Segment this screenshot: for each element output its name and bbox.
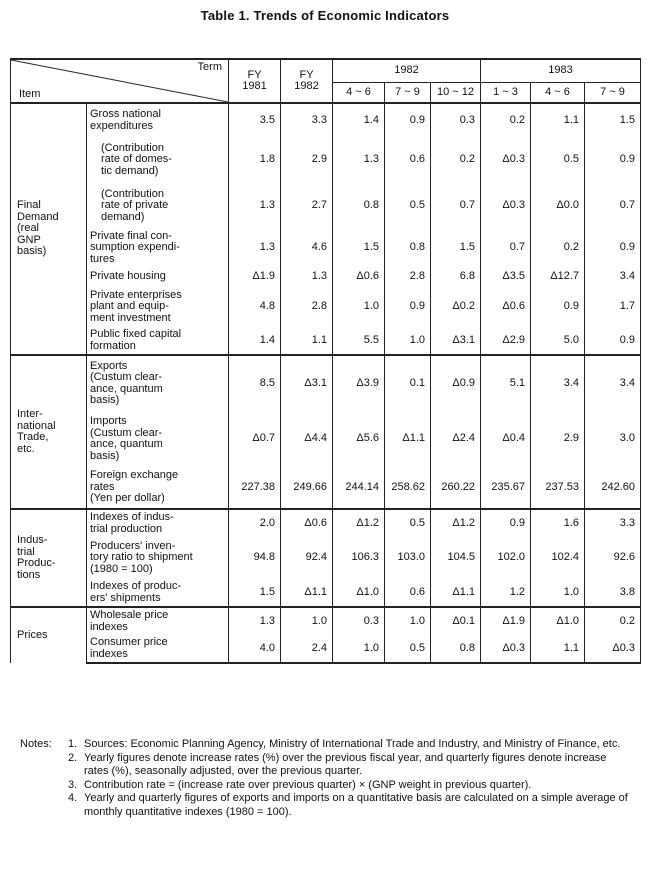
value-cell: 3.3: [281, 103, 333, 137]
table-row: [11, 267, 641, 287]
value-cell: Δ0.6: [333, 267, 385, 287]
notes-block: [20, 738, 632, 820]
table-row: [11, 509, 641, 537]
value-cell: 0.6: [385, 137, 431, 183]
value-cell: 0.9: [585, 327, 641, 355]
value-cell: 260.22: [431, 467, 481, 509]
value-cell: 1.1: [281, 327, 333, 355]
value-cell: 4.0: [229, 635, 281, 663]
value-cell: 242.60: [585, 467, 641, 509]
table-row: [11, 355, 641, 411]
header-item-label: Item: [19, 87, 41, 100]
row-label: Consumer price indexes: [87, 635, 229, 663]
note-text: Contribution rate = (increase rate over previous quarter) × (GNP weight in previous quarter).: [84, 778, 532, 791]
row-label: Gross national expenditures: [87, 103, 229, 137]
value-cell: 227.38: [229, 467, 281, 509]
header-term-label: Term: [197, 61, 222, 73]
value-cell: 1.8: [229, 137, 281, 183]
value-cell: 103.0: [385, 537, 431, 579]
table-row: [11, 137, 641, 183]
value-cell: 0.8: [333, 183, 385, 229]
value-cell: 4.8: [229, 287, 281, 327]
notes-lead: Notes:: [20, 738, 52, 750]
note-text: Yearly and quarterly figures of exports and imports on a quantitative basis are calculated on a simple average of monthly quantitative indexes (1980 = 100).: [84, 792, 628, 818]
value-cell: 0.5: [531, 137, 585, 183]
value-cell: 0.7: [481, 229, 531, 267]
value-cell: 3.8: [585, 579, 641, 607]
value-cell: Δ3.1: [281, 355, 333, 411]
value-cell: 0.6: [385, 579, 431, 607]
value-cell: 1.4: [333, 103, 385, 137]
table-row: [11, 579, 641, 607]
value-cell: Δ3.9: [333, 355, 385, 411]
value-cell: 0.8: [385, 229, 431, 267]
section-final-demand: Final Demand (real GNP basis): [11, 103, 87, 355]
value-cell: 0.2: [585, 607, 641, 635]
section-industrial-productions: Indus- trial Produc- tions: [11, 509, 87, 607]
value-cell: Δ1.0: [531, 607, 585, 635]
value-cell: 237.53: [531, 467, 585, 509]
value-cell: 2.9: [281, 137, 333, 183]
value-cell: 0.3: [431, 103, 481, 137]
value-cell: 0.5: [385, 183, 431, 229]
header-year-1983: 1983: [481, 59, 641, 82]
value-cell: Δ0.6: [281, 509, 333, 537]
header-quarter: 4 ~ 6: [333, 82, 385, 103]
value-cell: 1.0: [333, 635, 385, 663]
value-cell: 1.0: [385, 327, 431, 355]
value-cell: 92.4: [281, 537, 333, 579]
table-row: [11, 183, 641, 229]
row-label: Private enterprises plant and equip- ment investment: [87, 287, 229, 327]
note-1: [20, 738, 632, 752]
value-cell: Δ5.6: [333, 411, 385, 467]
row-label: Exports (Custum clear- ance, quantum basis): [87, 355, 229, 411]
value-cell: 0.9: [531, 287, 585, 327]
value-cell: Δ0.7: [229, 411, 281, 467]
value-cell: 258.62: [385, 467, 431, 509]
header-row-years: [11, 59, 641, 82]
value-cell: 0.9: [585, 229, 641, 267]
note-number: 2.: [68, 751, 78, 764]
value-cell: 2.0: [229, 509, 281, 537]
value-cell: 2.9: [531, 411, 585, 467]
value-cell: 1.1: [531, 635, 585, 663]
value-cell: 0.9: [385, 287, 431, 327]
value-cell: Δ1.0: [333, 579, 385, 607]
value-cell: 92.6: [585, 537, 641, 579]
row-label: Indexes of produc- ers' shipments: [87, 579, 229, 607]
header-quarter: 10 ~ 12: [431, 82, 481, 103]
value-cell: 3.3: [585, 509, 641, 537]
value-cell: 1.3: [229, 607, 281, 635]
table-row: [11, 229, 641, 267]
value-cell: 1.5: [431, 229, 481, 267]
value-cell: 0.5: [385, 635, 431, 663]
value-cell: Δ0.1: [431, 607, 481, 635]
value-cell: 0.2: [431, 137, 481, 183]
row-label: Foreign exchange rates (Yen per dollar): [87, 467, 229, 509]
value-cell: Δ0.3: [481, 183, 531, 229]
table-row: [11, 287, 641, 327]
value-cell: Δ0.3: [481, 635, 531, 663]
value-cell: Δ0.9: [431, 355, 481, 411]
header-quarter: 1 ~ 3: [481, 82, 531, 103]
note-4: [20, 792, 632, 819]
value-cell: 3.0: [585, 411, 641, 467]
value-cell: Δ1.1: [385, 411, 431, 467]
value-cell: Δ1.9: [481, 607, 531, 635]
value-cell: 1.0: [281, 607, 333, 635]
value-cell: 0.9: [585, 137, 641, 183]
table-row: [11, 327, 641, 355]
value-cell: 0.5: [385, 509, 431, 537]
value-cell: 5.1: [481, 355, 531, 411]
row-label: Private housing: [87, 267, 229, 287]
value-cell: Δ0.6: [481, 287, 531, 327]
value-cell: Δ2.9: [481, 327, 531, 355]
value-cell: 1.3: [229, 229, 281, 267]
value-cell: Δ4.4: [281, 411, 333, 467]
economic-indicators-table: [10, 58, 641, 664]
table-row: [11, 635, 641, 663]
value-cell: 1.2: [481, 579, 531, 607]
header-fy1981: FY 1981: [229, 59, 281, 103]
value-cell: 1.4: [229, 327, 281, 355]
value-cell: Δ1.2: [431, 509, 481, 537]
value-cell: 6.8: [431, 267, 481, 287]
value-cell: 3.4: [585, 267, 641, 287]
table-row: [11, 467, 641, 509]
value-cell: 3.5: [229, 103, 281, 137]
value-cell: Δ1.1: [431, 579, 481, 607]
value-cell: 1.3: [281, 267, 333, 287]
row-label: Private final con- sumption expendi- tures: [87, 229, 229, 267]
value-cell: 2.4: [281, 635, 333, 663]
section-international-trade: Inter- national Trade, etc.: [11, 355, 87, 509]
value-cell: 8.5: [229, 355, 281, 411]
value-cell: 106.3: [333, 537, 385, 579]
value-cell: 0.2: [481, 103, 531, 137]
value-cell: 0.3: [333, 607, 385, 635]
header-quarter: 7 ~ 9: [585, 82, 641, 103]
value-cell: 5.5: [333, 327, 385, 355]
row-label: (Contribution rate of private demand): [87, 183, 229, 229]
value-cell: 1.1: [531, 103, 585, 137]
value-cell: 2.7: [281, 183, 333, 229]
header-year-1982: 1982: [333, 59, 481, 82]
note-3: [20, 779, 632, 793]
value-cell: Δ1.2: [333, 509, 385, 537]
value-cell: 235.67: [481, 467, 531, 509]
value-cell: 249.66: [281, 467, 333, 509]
value-cell: 0.1: [385, 355, 431, 411]
value-cell: 1.0: [531, 579, 585, 607]
value-cell: 102.0: [481, 537, 531, 579]
table-title: Table 1. Trends of Economic Indicators: [200, 8, 450, 23]
row-label: Producers' inven- tory ratio to shipment (1980 = 100): [87, 537, 229, 579]
value-cell: 0.2: [531, 229, 585, 267]
row-label: Wholesale price indexes: [87, 607, 229, 635]
value-cell: 4.6: [281, 229, 333, 267]
header-quarter: 4 ~ 6: [531, 82, 585, 103]
value-cell: 0.8: [431, 635, 481, 663]
value-cell: 1.5: [229, 579, 281, 607]
value-cell: Δ0.3: [481, 137, 531, 183]
value-cell: 1.7: [585, 287, 641, 327]
value-cell: 1.5: [333, 229, 385, 267]
value-cell: 1.3: [333, 137, 385, 183]
value-cell: Δ0.3: [585, 635, 641, 663]
header-term-item-cell: [11, 59, 229, 103]
value-cell: 244.14: [333, 467, 385, 509]
row-label: Public fixed capital formation: [87, 327, 229, 355]
value-cell: 1.5: [585, 103, 641, 137]
header-fy1982: FY 1982: [281, 59, 333, 103]
header-quarter: 7 ~ 9: [385, 82, 431, 103]
value-cell: 104.5: [431, 537, 481, 579]
table-row: [11, 103, 641, 137]
value-cell: Δ0.2: [431, 287, 481, 327]
table-row: [11, 607, 641, 635]
value-cell: 1.0: [385, 607, 431, 635]
note-text: Sources: Economic Planning Agency, Ministry of International Trade and Industry, and Ministry of Finance, etc.: [84, 738, 621, 750]
table-row: [11, 411, 641, 467]
row-label: (Contribution rate of domes- tic demand): [87, 137, 229, 183]
value-cell: Δ3.5: [481, 267, 531, 287]
value-cell: 1.3: [229, 183, 281, 229]
value-cell: 0.9: [481, 509, 531, 537]
value-cell: 3.4: [585, 355, 641, 411]
value-cell: 1.6: [531, 509, 585, 537]
value-cell: 3.4: [531, 355, 585, 411]
row-label: Indexes of indus- trial production: [87, 509, 229, 537]
value-cell: Δ12.7: [531, 267, 585, 287]
value-cell: 102.4: [531, 537, 585, 579]
value-cell: 2.8: [281, 287, 333, 327]
value-cell: 5.0: [531, 327, 585, 355]
value-cell: Δ0.4: [481, 411, 531, 467]
note-number: 4.: [68, 792, 78, 805]
row-label: Imports (Custum clear- ance, quantum basis): [87, 411, 229, 467]
note-number: 1.: [68, 738, 78, 750]
value-cell: Δ3.1: [431, 327, 481, 355]
value-cell: 1.0: [333, 287, 385, 327]
value-cell: 0.7: [431, 183, 481, 229]
note-text: Yearly figures denote increase rates (%) over the previous fiscal year, and quarterly figures denote increase rates (%), seasonally adjusted, over the previous quarter.: [84, 751, 607, 778]
value-cell: 2.8: [385, 267, 431, 287]
value-cell: Δ1.1: [281, 579, 333, 607]
value-cell: Δ1.9: [229, 267, 281, 287]
value-cell: Δ0.0: [531, 183, 585, 229]
value-cell: Δ2.4: [431, 411, 481, 467]
value-cell: 0.7: [585, 183, 641, 229]
note-number: 3.: [68, 778, 78, 791]
header-diagonal-line: [11, 60, 228, 102]
note-2: [20, 752, 632, 779]
value-cell: 94.8: [229, 537, 281, 579]
section-prices: Prices: [11, 607, 87, 663]
value-cell: 0.9: [385, 103, 431, 137]
table-row: [11, 537, 641, 579]
